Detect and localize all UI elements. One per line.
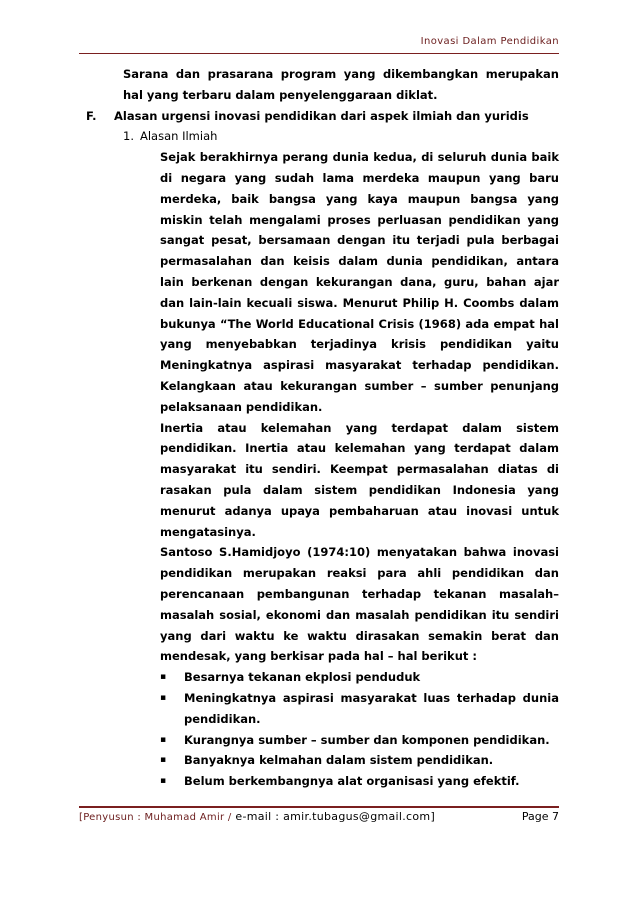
- section-title: Alasan urgensi inovasi pendidikan dari aspek ilmiah dan yuridis: [114, 108, 529, 123]
- square-bullet-icon: ▪: [160, 692, 167, 703]
- header-rule: [79, 53, 559, 54]
- page-content: [79, 64, 559, 792]
- section-heading: [86, 106, 559, 127]
- bullet-item: [160, 688, 559, 730]
- bullet-item: [160, 667, 559, 688]
- intro-paragraph: Sarana dan prasarana program yang dikembangkan merupakan hal yang terbaru dalam penyelenggaraan diklat.: [123, 67, 559, 102]
- bullet-text: Belum berkembangnya alat organisasi yang efektif.: [184, 774, 520, 789]
- bullet-item: [160, 730, 559, 751]
- body-paragraph-2: Inertia atau kelemahan yang terdapat dalam sistem pendidikan. Inertia atau kelemahan yang terdapat dalam masyarakat itu sendiri. Keempat permasalahan diatas di rasakan pula dalam sistem pendidikan Indonesia yang menurut adanya upaya pembaharuan atau inovasi untuk mengatasinya.: [160, 420, 559, 539]
- subsection-marker: 1.: [123, 129, 134, 144]
- footer-author: [Penyusun : Muhamad Amir /: [79, 812, 232, 823]
- footer-rule: [79, 806, 559, 808]
- bullet-text: Besarnya tekanan ekplosi penduduk: [184, 670, 421, 685]
- running-header: Inovasi Dalam Pendidikan: [420, 36, 559, 47]
- footer-credit: [79, 810, 435, 823]
- page-number: Page 7: [521, 810, 559, 823]
- bullet-text: Kurangnya sumber – sumber dan komponen pendidikan.: [184, 732, 550, 747]
- subsection-heading: [123, 126, 559, 147]
- square-bullet-icon: ▪: [160, 776, 167, 787]
- square-bullet-icon: ▪: [160, 755, 167, 766]
- subsection-title: Alasan Ilmiah: [140, 129, 218, 144]
- bullet-item: [160, 750, 559, 771]
- footer-email: e-mail : amir.tubagus@gmail.com]: [231, 810, 436, 823]
- square-bullet-icon: ▪: [160, 734, 167, 745]
- bullet-text: Banyaknya kelmahan dalam sistem pendidikan.: [184, 753, 494, 768]
- bullet-text: Meningkatnya aspirasi masyarakat luas terhadap dunia pendidikan.: [184, 690, 559, 726]
- body-paragraph-1: Sejak berakhirnya perang dunia kedua, di seluruh dunia baik di negara yang sudah lama merdeka maupun yang baru merdeka, baik bangsa yang kaya maupun bangsa yang miskin telah mengalami proses perluasan pendidikan yang sangat pesat, bersamaan dengan itu terjadi pula berbagai permasalahan dan keisis dalam dunia pendidikan, antara lain berkenan dengan kekurangan dana, guru, bahan ajar dan lain-lain kecuali siswa. Menurut Philip H. Coombs dalam bukunya “The World Educational Crisis (1968) ada empat hal yang menyebabkan terjadinya krisis pendidikan yaitu Meningkatnya aspirasi masyarakat terhadap pendidikan. Kelangkaan atau kekurangan sumber – sumber penunjang pelaksanaan pendidikan.: [160, 150, 559, 414]
- body-paragraph-3: Santoso S.Hamidjoyo (1974:10) menyatakan bahwa inovasi pendidikan merupakan reaksi para ahli pendidikan dan perencanaan pembangunan terhadap tekanan masalah–masalah sosial, ekonomi dan masalah pendidikan itu sendiri yang dari waktu ke waktu dirasakan semakin berat dan mendesak, yang berkisar pada hal – hal berikut :: [160, 545, 559, 664]
- section-marker: F.: [86, 108, 97, 123]
- square-bullet-icon: ▪: [160, 672, 167, 683]
- bullet-item: [160, 771, 559, 792]
